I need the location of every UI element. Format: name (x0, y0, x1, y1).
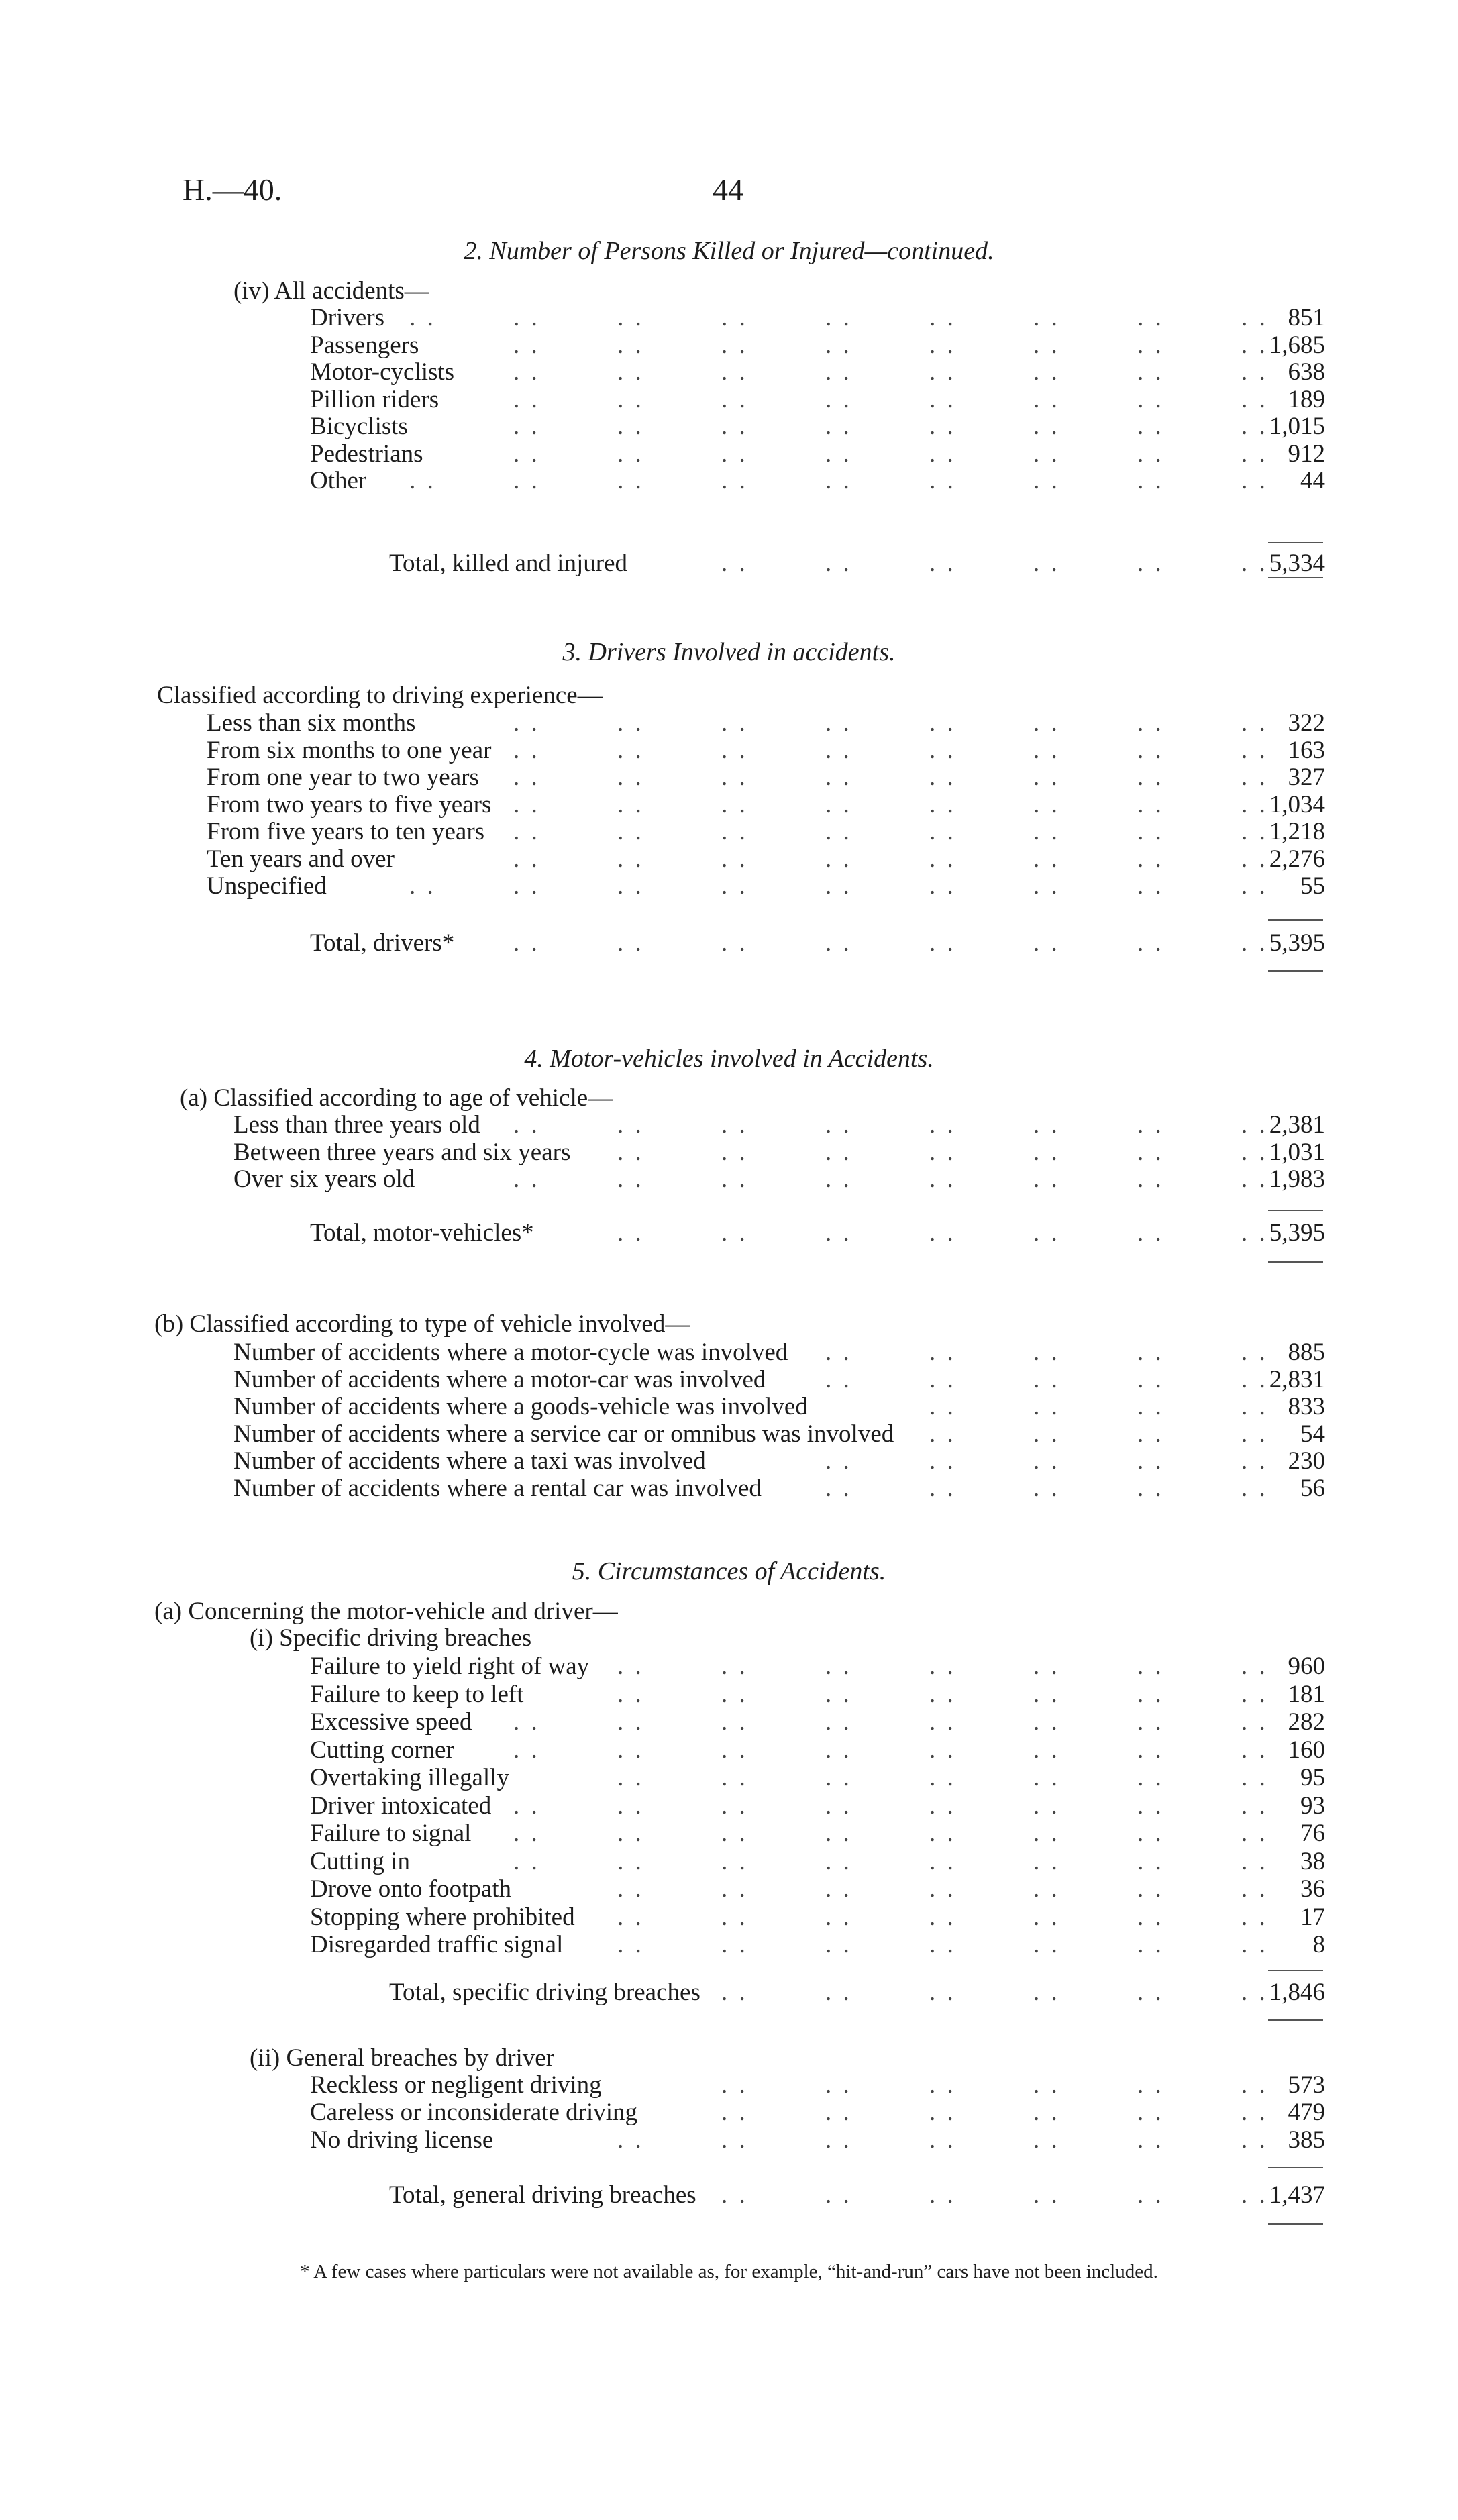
total-rule (1268, 542, 1323, 543)
row-value: 2,381 (1269, 1111, 1325, 1139)
row-value: 36 (1300, 1875, 1325, 1903)
row-label: Passengers (310, 331, 419, 359)
table-row: Failure to yield right of way 960 . . . . . . . . . . . . . . (310, 1652, 1325, 1680)
table-row: No driving license 385 . . . . . . . . . . . . . . (310, 2126, 1325, 2154)
row-label: Ten years and over (207, 845, 395, 873)
row-label: Between three years and six years (233, 1138, 571, 1166)
row-value: 1,983 (1269, 1165, 1325, 1193)
row-label: From six months to one year (207, 736, 492, 764)
table-row: Drove onto footpath 36 . . . . . . . . . . . . . . (310, 1875, 1325, 1903)
table-row: From six months to one year 163 . . . . . . . . . . . . . . . . (207, 736, 1325, 764)
row-value: 56 (1300, 1474, 1325, 1502)
row-label: Driver intoxicated (310, 1791, 492, 1820)
table-row: Overtaking illegally 95 . . . . . . . . . . . . . . (310, 1764, 1325, 1791)
section-3-group-label: Classified according to driving experience— (157, 682, 603, 709)
section-4a-group-label: (a) Classified according to age of vehicle— (180, 1084, 613, 1112)
section-2-title: 2. Number of Persons Killed or Injured—continued. (464, 237, 994, 265)
row-value: 912 (1288, 439, 1325, 468)
page-number: 44 (713, 172, 743, 207)
row-label: Stopping where prohibited (310, 1903, 575, 1931)
total-rule (1268, 2167, 1323, 2168)
section-5i-group-label: (i) Specific driving breaches (250, 1624, 532, 1652)
row-value: 95 (1300, 1764, 1325, 1791)
row-label: From two years to five years (207, 790, 492, 819)
row-label: Less than six months (207, 709, 416, 737)
table-row: Less than three years old 2,381 . . . . . . . . . . . . . . . . (233, 1111, 1325, 1139)
row-label: Number of accidents where a service car or omnibus was involved (233, 1420, 894, 1448)
row-label: Failure to yield right of way (310, 1652, 590, 1680)
section-4-title: 4. Motor-vehicles involved in Accidents. (524, 1045, 934, 1073)
total-row: Total, specific driving breaches 1,846 . . . . . . . . . . . . (389, 1979, 1325, 2006)
table-row: Driver intoxicated 93 . . . . . . . . . . . . . . . . (310, 1791, 1325, 1820)
row-label: Careless or inconsiderate driving (310, 2099, 638, 2126)
row-value: 76 (1300, 1820, 1325, 1847)
row-label: From one year to two years (207, 764, 479, 791)
table-row: Number of accidents where a motor-cycle was involved 885 . . . . . . . . . . (233, 1338, 1325, 1366)
total-rule (1268, 1261, 1323, 1263)
row-value: 160 (1288, 1736, 1325, 1764)
table-row: From two years to five years 1,034 . . . . . . . . . . . . . . . . (207, 790, 1325, 819)
row-value: 385 (1288, 2126, 1325, 2154)
row-value: 479 (1288, 2099, 1325, 2126)
row-value: 5,334 (1269, 549, 1325, 577)
total-row: Total, motor-vehicles* 5,395 . . . . . . . . . . . . . . (310, 1219, 1325, 1247)
row-value: 2,276 (1269, 845, 1325, 873)
section-2-group-label: (iv) All accidents— (233, 277, 429, 305)
row-value: 573 (1288, 2071, 1325, 2099)
row-value: 44 (1300, 467, 1325, 494)
row-value: 5,395 (1269, 1219, 1325, 1247)
total-rule (1268, 577, 1323, 578)
row-label: Unspecified (207, 872, 327, 900)
row-label: Overtaking illegally (310, 1764, 509, 1791)
row-label: Total, general driving breaches (389, 2181, 696, 2209)
row-value: 189 (1288, 385, 1325, 413)
row-label: Reckless or negligent driving (310, 2071, 602, 2099)
row-label: Motor-cyclists (310, 358, 455, 386)
table-row: Failure to keep to left 181 . . . . . . . . . . . . . . (310, 1680, 1325, 1708)
row-value: 230 (1288, 1447, 1325, 1475)
row-label: Over six years old (233, 1165, 415, 1193)
row-label: Total, specific driving breaches (389, 1979, 700, 2006)
row-label: Other (310, 467, 367, 494)
row-value: 960 (1288, 1652, 1325, 1680)
section-3-title: 3. Drivers Involved in accidents. (562, 638, 896, 666)
row-label: Cutting corner (310, 1736, 454, 1764)
row-value: 1,034 (1269, 790, 1325, 819)
table-row: Other 44 . . . . . . . . . . . . . . . . . . (310, 467, 1325, 494)
row-label: No driving license (310, 2126, 494, 2154)
row-value: 638 (1288, 358, 1325, 386)
table-row: Careless or inconsiderate driving 479 . . . . . . . . . . . . (310, 2099, 1325, 2126)
table-row: Less than six months 322 . . . . . . . . . . . . . . . . (207, 709, 1325, 737)
section-5a-group-label: (a) Concerning the motor-vehicle and driver— (154, 1597, 618, 1625)
row-label: Pillion riders (310, 385, 439, 413)
table-row: From five years to ten years 1,218 . . . . . . . . . . . . . . . . (207, 818, 1325, 845)
row-label: Number of accidents where a motor-cycle was involved (233, 1338, 788, 1366)
row-value: 1,218 (1269, 818, 1325, 845)
table-row: Drivers 851 . . . . . . . . . . . . . . . . . . (310, 304, 1325, 331)
row-value: 17 (1300, 1903, 1325, 1931)
row-value: 1,846 (1269, 1979, 1325, 2006)
row-value: 327 (1288, 764, 1325, 791)
table-row: Stopping where prohibited 17 . . . . . . . . . . . . . . (310, 1903, 1325, 1931)
total-row: Total, drivers* 5,395 . . . . . . . . . . . . . . . . (310, 929, 1325, 957)
row-value: 8 (1312, 1931, 1325, 1958)
row-value: 833 (1288, 1393, 1325, 1420)
section-5ii-group-label: (ii) General breaches by driver (250, 2044, 555, 2072)
row-value: 282 (1288, 1708, 1325, 1736)
table-row: Number of accidents where a motor-car was involved 2,831 . . . . . . . . . . (233, 1365, 1325, 1394)
table-row: Number of accidents where a rental car was involved 56 . . . . . . . . . . (233, 1474, 1325, 1502)
row-label: Number of accidents where a taxi was involved (233, 1447, 706, 1475)
row-label: Pedestrians (310, 439, 423, 468)
section-4b-group-label: (b) Classified according to type of vehicle involved— (154, 1310, 690, 1338)
table-row: Motor-cyclists 638 . . . . . . . . . . . . . . . . (310, 358, 1325, 386)
row-label: Excessive speed (310, 1708, 472, 1736)
row-value: 1,031 (1269, 1138, 1325, 1166)
row-value: 54 (1300, 1420, 1325, 1448)
table-row: Cutting corner 160 . . . . . . . . . . . . . . . . (310, 1736, 1325, 1764)
row-label: From five years to ten years (207, 818, 485, 845)
table-row: Number of accidents where a goods-vehicle was involved 833 . . . . . . . . (233, 1393, 1325, 1420)
row-value: 163 (1288, 736, 1325, 764)
total-rule (1268, 970, 1323, 972)
row-value: 93 (1300, 1791, 1325, 1820)
row-value: 1,015 (1269, 413, 1325, 440)
row-value: 38 (1300, 1847, 1325, 1875)
table-row: Pedestrians 912 . . . . . . . . . . . . . . . . (310, 439, 1325, 468)
table-row: Bicyclists 1,015 . . . . . . . . . . . . . . . . (310, 413, 1325, 440)
section-5-title: 5. Circumstances of Accidents. (572, 1557, 886, 1585)
row-label: Number of accidents where a motor-car was involved (233, 1365, 766, 1394)
row-value: 322 (1288, 709, 1325, 737)
row-label: Number of accidents where a rental car was involved (233, 1474, 762, 1502)
table-row: Pillion riders 189 . . . . . . . . . . . . . . . . (310, 385, 1325, 413)
row-label: Drivers (310, 304, 384, 331)
total-rule (1268, 2019, 1323, 2021)
row-label: Less than three years old (233, 1111, 480, 1139)
footnote: * A few cases where particulars were not available as, for example, “hit-and-run” cars have not been included. (300, 2261, 1158, 2282)
total-rule (1268, 2223, 1323, 2225)
row-label: Disregarded traffic signal (310, 1931, 564, 1958)
table-row: Number of accidents where a service car or omnibus was involved 54 . . . . . . . . (233, 1420, 1325, 1448)
table-row: Failure to signal 76 . . . . . . . . . . . . . . . . (310, 1820, 1325, 1847)
row-value: 1,437 (1269, 2181, 1325, 2209)
table-row: Passengers 1,685 . . . . . . . . . . . . . . . . (310, 331, 1325, 359)
table-row: Number of accidents where a taxi was involved 230 . . . . . . . . . . (233, 1447, 1325, 1475)
total-row: Total, killed and injured 5,334 . . . . . . . . . . . . (389, 549, 1325, 577)
row-label: Drove onto footpath (310, 1875, 512, 1903)
row-label: Failure to signal (310, 1820, 472, 1847)
total-rule (1268, 919, 1323, 921)
total-rule (1268, 1210, 1323, 1211)
table-row: Unspecified 55 . . . . . . . . . . . . . . . . . . (207, 872, 1325, 900)
row-label: Total, motor-vehicles* (310, 1219, 534, 1247)
row-label: Bicyclists (310, 413, 408, 440)
total-rule (1268, 1970, 1323, 1971)
table-row: Excessive speed 282 . . . . . . . . . . . . . . . . (310, 1708, 1325, 1736)
total-row: Total, general driving breaches 1,437 . . . . . . . . . . . . (389, 2181, 1325, 2209)
row-value: 5,395 (1269, 929, 1325, 957)
row-value: 181 (1288, 1680, 1325, 1708)
row-label: Number of accidents where a goods-vehicle was involved (233, 1393, 808, 1420)
table-row: Cutting in 38 . . . . . . . . . . . . . . . . (310, 1847, 1325, 1875)
row-label: Total, killed and injured (389, 549, 627, 577)
page-reference: H.—40. (183, 172, 282, 207)
row-value: 55 (1300, 872, 1325, 900)
row-value: 1,685 (1269, 331, 1325, 359)
table-row: Ten years and over 2,276 . . . . . . . . . . . . . . . . (207, 845, 1325, 873)
row-label: Total, drivers* (310, 929, 455, 957)
table-row: From one year to two years 327 . . . . . . . . . . . . . . . . (207, 764, 1325, 791)
table-row: Disregarded traffic signal 8 . . . . . . . . . . . . . . (310, 1931, 1325, 1958)
row-value: 2,831 (1269, 1365, 1325, 1394)
table-row: Between three years and six years 1,031 . . . . . . . . . . . . . . (233, 1138, 1325, 1166)
row-value: 851 (1288, 304, 1325, 331)
row-label: Failure to keep to left (310, 1680, 524, 1708)
table-row: Reckless or negligent driving 573 . . . . . . . . . . . . (310, 2071, 1325, 2099)
table-row: Over six years old 1,983 . . . . . . . . . . . . . . . . (233, 1165, 1325, 1193)
row-label: Cutting in (310, 1847, 411, 1875)
row-value: 885 (1288, 1338, 1325, 1366)
